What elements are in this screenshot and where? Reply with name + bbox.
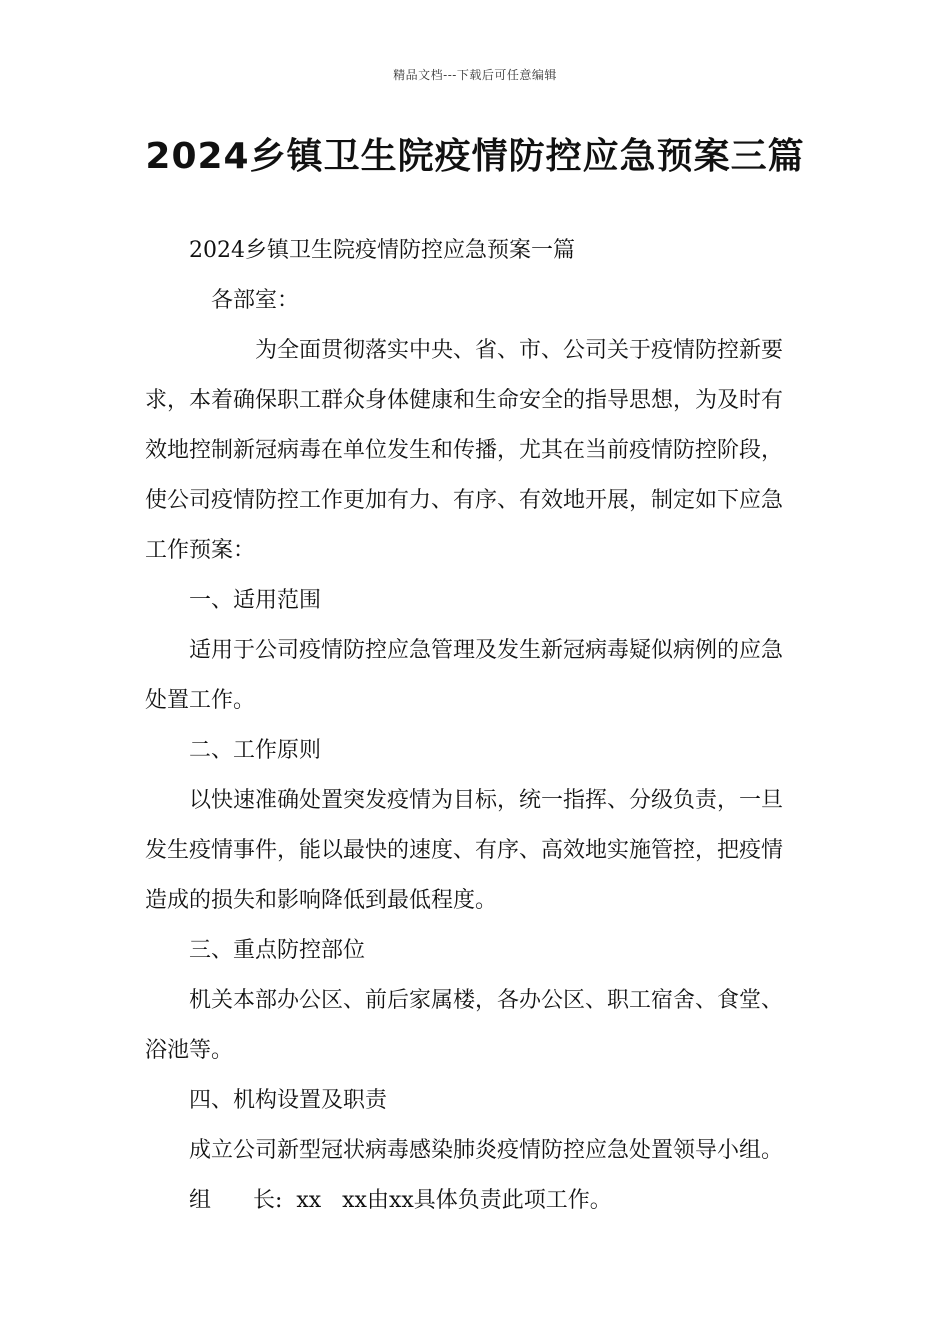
section4-line-2: 组 长: xx xx由xx具体负责此项工作。 (189, 1188, 612, 1213)
section1-line-1: 适用于公司疫情防控应急管理及发生新冠病毒疑似病例的应急 (189, 638, 784, 663)
section-heading-2: 二、工作原则 (189, 738, 322, 763)
section-heading-4: 四、机构设置及职责 (189, 1088, 388, 1113)
header-note: 精品文档---下载后可任意编辑 (393, 68, 557, 82)
section1-line-2: 处置工作。 (145, 688, 256, 713)
intro-line-4: 使公司疫情防控工作更加有力、有序、有效地开展，制定如下应急 (145, 488, 784, 513)
intro-line-5: 工作预案： (145, 538, 256, 563)
section4-line-1: 成立公司新型冠状病毒感染肺炎疫情防控应急处置领导小组。 (189, 1138, 784, 1163)
section2-line-2: 发生疫情事件，能以最快的速度、有序、高效地实施管控，把疫情 (145, 838, 784, 863)
salutation: 各部室： (211, 288, 300, 313)
section-heading-3: 三、重点防控部位 (189, 938, 366, 963)
section3-line-2: 浴池等。 (145, 1038, 234, 1063)
document-title: 2024乡镇卫生院疫情防控应急预案三篇 (145, 136, 805, 177)
subtitle: 2024乡镇卫生院疫情防控应急预案一篇 (189, 238, 575, 263)
intro-line-3: 效地控制新冠病毒在单位发生和传播，尤其在当前疫情防控阶段， (145, 438, 784, 463)
section-heading-1: 一、适用范围 (189, 588, 322, 613)
section2-line-1: 以快速准确处置突发疫情为目标，统一指挥、分级负责，一旦 (189, 788, 784, 813)
section2-line-3: 造成的损失和影响降低到最低程度。 (145, 888, 498, 913)
intro-line-2: 求，本着确保职工群众身体健康和生命安全的指导思想，为及时有 (145, 388, 784, 413)
intro-line-1: 为全面贯彻落实中央、省、市、公司关于疫情防控新要 (255, 338, 784, 363)
section3-line-1: 机关本部办公区、前后家属楼，各办公区、职工宿舍、食堂、 (189, 988, 784, 1013)
